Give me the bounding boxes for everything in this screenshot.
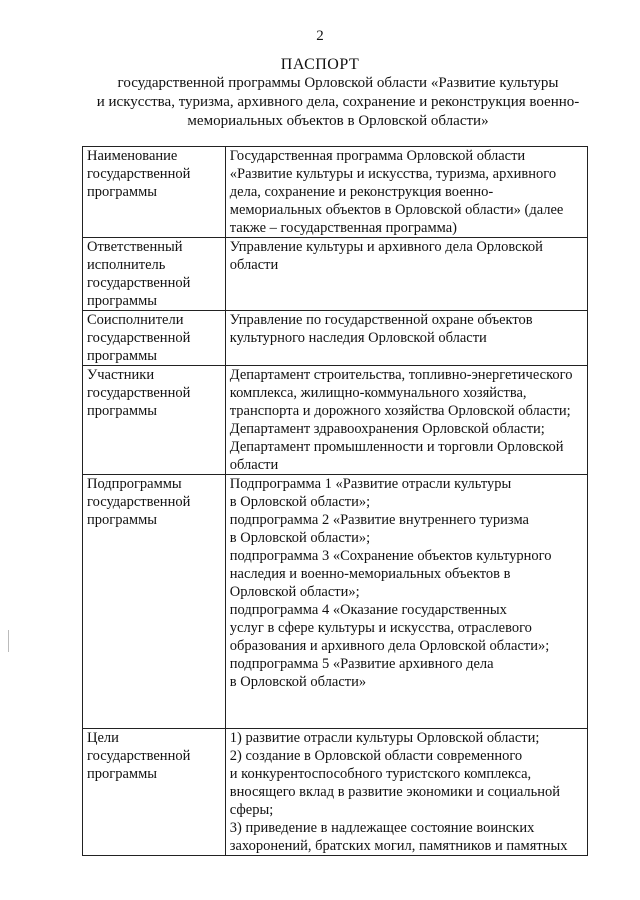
label-line: Цели	[87, 730, 119, 746]
value-line: в Орловской области»;	[229, 494, 371, 510]
value-line: наследия и военно-мемориальных объектов в	[229, 566, 511, 582]
label-line: программы	[87, 403, 157, 419]
value-line: «Развитие культуры и искусства, туризма, архивного	[229, 166, 557, 182]
table-row-goals	[83, 729, 588, 856]
value-line: Орловской области»;	[229, 584, 360, 600]
value-line: Департамент строительства, топливно-энергетического	[229, 367, 573, 383]
label-line: Ответственный	[87, 239, 183, 255]
label-line: государственной	[87, 166, 191, 182]
value-line: 3) приведение в надлежащее состояние воинских	[229, 820, 535, 836]
value-line: подпрограмма 5 «Развитие архивного дела	[229, 656, 494, 672]
subtitle-line: и искусства, туризма, архивного дела, сохранение и реконструкция военно-	[96, 94, 580, 110]
label-line: государственной	[87, 330, 191, 346]
table-row-executor	[83, 238, 588, 311]
value-line: подпрограмма 3 «Сохранение объектов культурного	[229, 548, 552, 564]
label-line: программы	[87, 184, 157, 200]
value-line: и конкурентоспособного туристского комплекса,	[229, 766, 532, 782]
value-line: образования и архивного дела Орловской области»;	[229, 638, 550, 654]
label-line: Наименование	[87, 148, 178, 164]
row-label-cell	[83, 475, 226, 729]
row-label-cell	[83, 311, 226, 366]
value-line: дела, сохранение и реконструкция военно-	[229, 184, 494, 200]
passport-table	[82, 146, 588, 856]
scan-margin-mark	[8, 630, 9, 652]
row-label-cell	[83, 366, 226, 475]
label-line: Соисполнители	[87, 312, 184, 328]
value-line: 1) развитие отрасли культуры Орловской области;	[229, 730, 540, 746]
label-line: государственной	[87, 494, 191, 510]
table-row-name	[83, 147, 588, 238]
label-line: программы	[87, 766, 157, 782]
document-subtitle	[88, 74, 588, 131]
label-line: исполнитель	[87, 257, 166, 273]
value-line: в Орловской области»	[229, 674, 367, 690]
row-label-cell	[83, 729, 226, 856]
value-line: подпрограмма 4 «Оказание государственных	[229, 602, 507, 618]
value-line: культурного наследия Орловской области	[229, 330, 487, 346]
subtitle-line: мемориальных объектов в Орловской области»	[187, 113, 489, 129]
table-row-coexecutors	[83, 311, 588, 366]
value-line: транспорта и дорожного хозяйства Орловской области;	[229, 403, 571, 419]
value-line: Государственная программа Орловской области	[229, 148, 526, 164]
value-line: вносящего вклад в развитие экономики и социальной	[229, 784, 561, 800]
row-label-cell	[83, 147, 226, 238]
row-value-cell	[225, 147, 587, 238]
label-line: Участники	[87, 367, 155, 383]
value-line: в Орловской области»;	[229, 530, 371, 546]
row-value-cell	[225, 238, 587, 311]
value-line: Подпрограмма 1 «Развитие отрасли культуры	[229, 476, 512, 492]
label-line: Подпрограммы	[87, 476, 182, 492]
row-value-cell	[225, 366, 587, 475]
value-line: 2) создание в Орловской области современного	[229, 748, 523, 764]
row-label-cell	[83, 238, 226, 311]
label-line: государственной	[87, 748, 191, 764]
label-line: государственной	[87, 275, 191, 291]
row-value-cell	[225, 475, 587, 729]
value-line: услуг в сфере культуры и искусства, отраслевого	[229, 620, 532, 636]
row-value-cell	[225, 729, 587, 856]
value-line: подпрограмма 2 «Развитие внутреннего туризма	[229, 512, 529, 528]
value-line: сферы;	[229, 802, 274, 818]
label-line: программы	[87, 293, 157, 309]
value-line: комплекса, жилищно-коммунального хозяйства,	[229, 385, 527, 401]
row-value-cell	[225, 311, 587, 366]
value-line: области	[229, 257, 279, 273]
value-line: захоронений, братских могил, памятников и памятных	[229, 838, 568, 854]
label-line: программы	[87, 348, 157, 364]
subtitle-line: государственной программы Орловской области «Развитие культуры	[117, 75, 559, 91]
value-line: также – государственная программа)	[229, 220, 457, 236]
page-number: 2	[316, 28, 324, 44]
label-line: программы	[87, 512, 157, 528]
value-line: мемориальных объектов в Орловской области» (далее	[229, 202, 564, 218]
value-line: Департамент здравоохранения Орловской области;	[229, 421, 545, 437]
value-line: Управление культуры и архивного дела Орловской	[229, 239, 543, 255]
table-row-participants	[83, 366, 588, 475]
value-line: области	[229, 457, 279, 473]
value-line: Департамент промышленности и торговли Орловской	[229, 439, 564, 455]
table-row-subprograms	[83, 475, 588, 729]
document-title: ПАСПОРТ	[280, 56, 360, 73]
label-line: государственной	[87, 385, 191, 401]
value-line: Управление по государственной охране объектов	[229, 312, 533, 328]
